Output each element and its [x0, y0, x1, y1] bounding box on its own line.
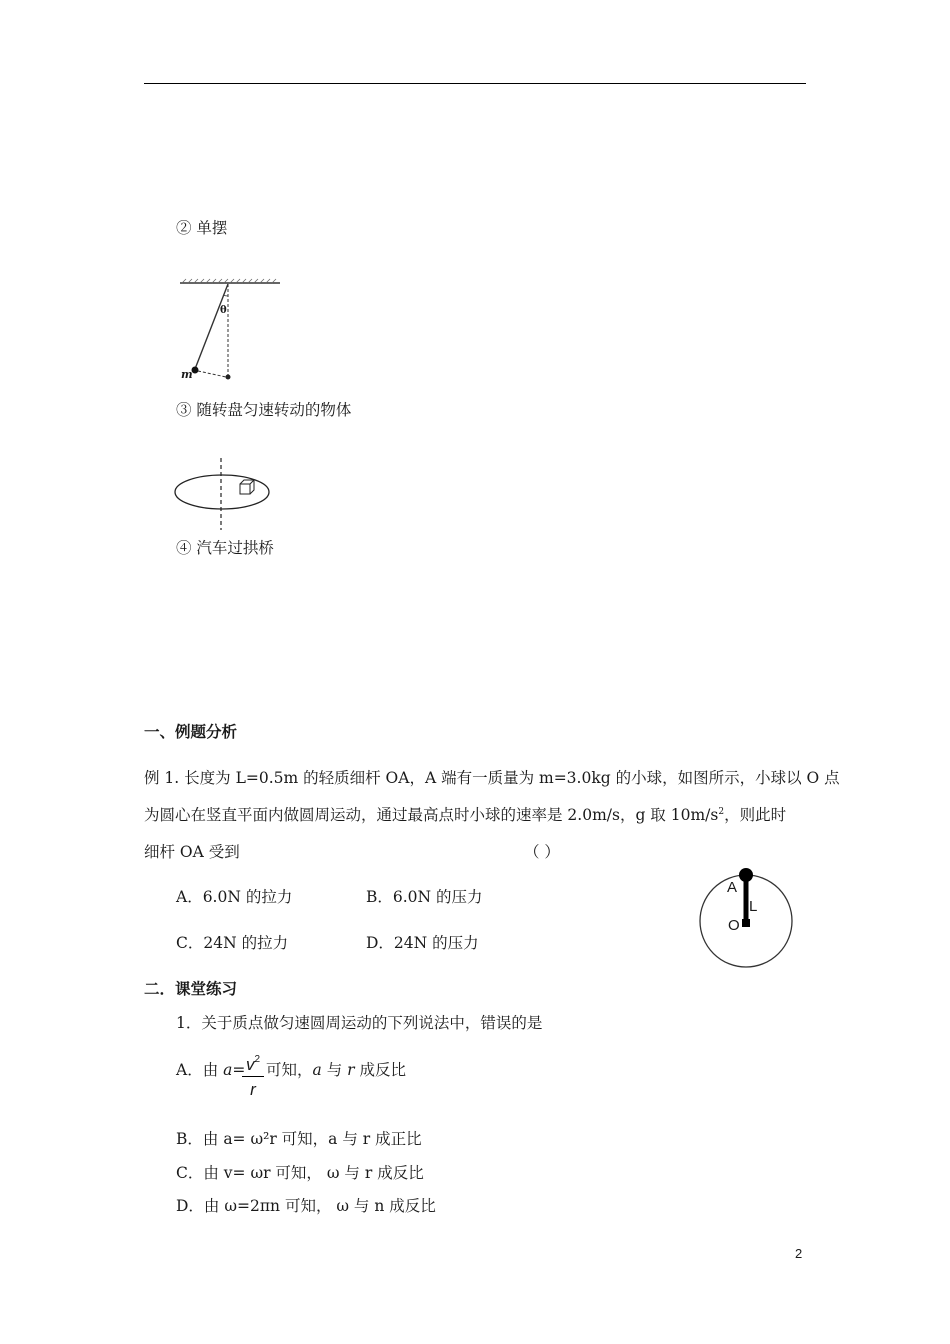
turntable-figure: [174, 458, 274, 530]
item-arch-bridge: ④ 汽车过拱桥: [176, 539, 274, 557]
example1-line3: 细杆 OA 受到: [144, 843, 240, 861]
fig-label-o: O: [728, 917, 740, 934]
q1-option-a: A．由 a=: [176, 1061, 246, 1079]
section1-heading: 一、例题分析: [144, 723, 238, 741]
rod-circle-figure: [698, 864, 794, 970]
fraction-v2-over-r: $\frac{v^2}{r}$: [242, 1054, 264, 1103]
header-rule: [144, 83, 806, 84]
page-number: 2: [795, 1246, 803, 1261]
item-turntable: ③ 随转盘匀速转动的物体: [176, 401, 352, 419]
example1-line2: 为圆心在竖直平面内做圆周运动，通过最高点时小球的速率是 2.0m/s，g 取 $10m/s^2$，则此时: [144, 806, 787, 824]
example1-line1: 例 1. 长度为 L=0.5m 的轻质细杆 OA，A 端有一质量为 m=3.0kg 的小球，如图所示，小球以 O 点: [144, 769, 840, 787]
option-a: A．6.0N 的拉力: [176, 888, 293, 906]
q1-option-b: B．由 a= ω²r 可知，a 与 r 成正比: [176, 1130, 422, 1148]
mass-label: m: [181, 368, 193, 381]
option-b: B．6.0N 的压力: [366, 888, 483, 906]
item-simple-pendulum: ② 单摆: [176, 219, 228, 237]
option-c: C．24N 的拉力: [176, 934, 289, 952]
section2-heading: 二．课堂练习: [144, 980, 238, 998]
answer-bracket: （ ）: [524, 843, 560, 861]
q1-option-a-conclusion: 可知，a 与 r 成反比: [266, 1061, 406, 1079]
theta-label: θ: [220, 305, 227, 316]
fig-label-l: L: [749, 898, 758, 915]
fig-label-a: A: [727, 879, 738, 896]
option-d: D．24N 的压力: [366, 934, 479, 952]
q1-option-c: C．由 v= ωr 可知， ω 与 r 成反比: [176, 1164, 424, 1182]
question1: 1．关于质点做匀速圆周运动的下列说法中，错误的是: [176, 1014, 543, 1032]
q1-option-d: D．由 ω=2πn 可知， ω 与 n 成反比: [176, 1197, 436, 1215]
